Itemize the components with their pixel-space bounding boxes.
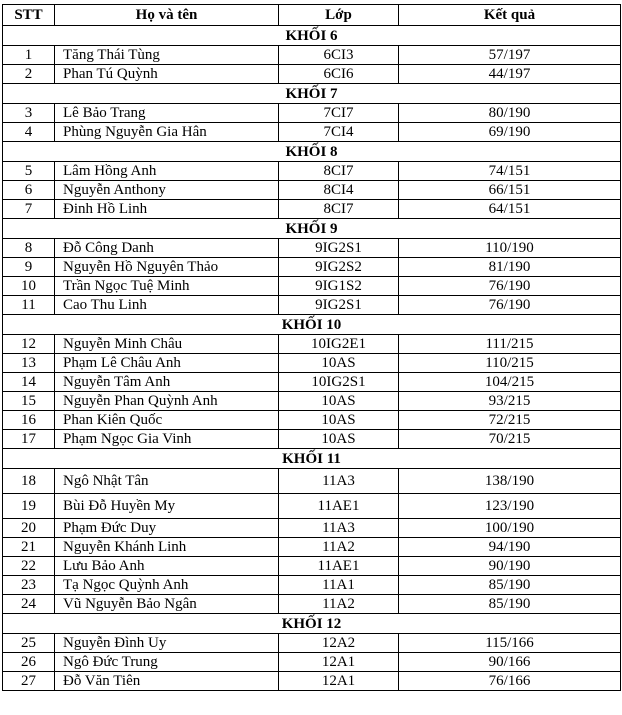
table-row xyxy=(3,392,621,411)
cell-ketqua: 104/215 xyxy=(399,373,621,392)
cell-stt: 18 xyxy=(3,469,55,494)
cell-lop: 10AS xyxy=(279,392,399,411)
table-body xyxy=(3,26,621,691)
cell-stt: 9 xyxy=(3,258,55,277)
table-row xyxy=(3,634,621,653)
cell-name: Nguyễn Hồ Nguyên Thảo xyxy=(55,258,279,277)
header-name: Họ và tên xyxy=(55,5,279,26)
cell-stt: 16 xyxy=(3,411,55,430)
cell-stt: 3 xyxy=(3,104,55,123)
header-row xyxy=(3,5,621,26)
cell-lop: 11A2 xyxy=(279,538,399,557)
group-row xyxy=(3,26,621,46)
cell-stt: 25 xyxy=(3,634,55,653)
cell-lop: 6CI6 xyxy=(279,65,399,84)
table-row xyxy=(3,104,621,123)
cell-stt: 2 xyxy=(3,65,55,84)
table-row xyxy=(3,46,621,65)
cell-ketqua: 44/197 xyxy=(399,65,621,84)
cell-ketqua: 76/166 xyxy=(399,672,621,691)
cell-lop: 10AS xyxy=(279,411,399,430)
cell-lop: 12A2 xyxy=(279,634,399,653)
cell-lop: 12A1 xyxy=(279,672,399,691)
cell-stt: 23 xyxy=(3,576,55,595)
cell-ketqua: 57/197 xyxy=(399,46,621,65)
group-label: KHỐI 12 xyxy=(3,614,621,634)
cell-name: Đinh Hồ Linh xyxy=(55,200,279,219)
table-row xyxy=(3,653,621,672)
group-row xyxy=(3,315,621,335)
cell-name: Lâm Hồng Anh xyxy=(55,162,279,181)
cell-name: Cao Thu Linh xyxy=(55,296,279,315)
cell-name: Bùi Đỗ Huyền My xyxy=(55,494,279,519)
cell-stt: 5 xyxy=(3,162,55,181)
table-row xyxy=(3,354,621,373)
group-row xyxy=(3,142,621,162)
cell-lop: 6CI3 xyxy=(279,46,399,65)
cell-ketqua: 90/190 xyxy=(399,557,621,576)
cell-name: Vũ Nguyễn Bảo Ngân xyxy=(55,595,279,614)
cell-ketqua: 110/190 xyxy=(399,239,621,258)
cell-lop: 11AE1 xyxy=(279,494,399,519)
header-ketqua: Kết quả xyxy=(399,5,621,26)
group-label: KHỐI 9 xyxy=(3,219,621,239)
cell-ketqua: 64/151 xyxy=(399,200,621,219)
table-row xyxy=(3,672,621,691)
table-row xyxy=(3,519,621,538)
cell-lop: 9IG1S2 xyxy=(279,277,399,296)
cell-name: Nguyễn Tâm Anh xyxy=(55,373,279,392)
cell-stt: 15 xyxy=(3,392,55,411)
cell-name: Phan Kiên Quốc xyxy=(55,411,279,430)
cell-stt: 26 xyxy=(3,653,55,672)
cell-ketqua: 80/190 xyxy=(399,104,621,123)
table-row xyxy=(3,296,621,315)
cell-ketqua: 72/215 xyxy=(399,411,621,430)
cell-name: Phùng Nguyễn Gia Hân xyxy=(55,123,279,142)
cell-lop: 10IG2E1 xyxy=(279,335,399,354)
table-row xyxy=(3,494,621,519)
cell-stt: 4 xyxy=(3,123,55,142)
cell-lop: 8CI7 xyxy=(279,162,399,181)
cell-ketqua: 111/215 xyxy=(399,335,621,354)
cell-lop: 10AS xyxy=(279,430,399,449)
cell-ketqua: 115/166 xyxy=(399,634,621,653)
group-row xyxy=(3,614,621,634)
table-row xyxy=(3,557,621,576)
cell-ketqua: 138/190 xyxy=(399,469,621,494)
cell-ketqua: 110/215 xyxy=(399,354,621,373)
cell-stt: 8 xyxy=(3,239,55,258)
table-row xyxy=(3,123,621,142)
cell-name: Lưu Bảo Anh xyxy=(55,557,279,576)
cell-lop: 11A3 xyxy=(279,469,399,494)
cell-stt: 12 xyxy=(3,335,55,354)
cell-name: Ngô Nhật Tân xyxy=(55,469,279,494)
table-row xyxy=(3,200,621,219)
cell-name: Tăng Thái Tùng xyxy=(55,46,279,65)
cell-ketqua: 76/190 xyxy=(399,277,621,296)
cell-stt: 10 xyxy=(3,277,55,296)
cell-name: Tạ Ngọc Quỳnh Anh xyxy=(55,576,279,595)
cell-ketqua: 100/190 xyxy=(399,519,621,538)
cell-lop: 7CI4 xyxy=(279,123,399,142)
cell-stt: 21 xyxy=(3,538,55,557)
cell-ketqua: 76/190 xyxy=(399,296,621,315)
results-table xyxy=(2,4,621,691)
cell-stt: 20 xyxy=(3,519,55,538)
cell-name: Ngô Đức Trung xyxy=(55,653,279,672)
table-row xyxy=(3,162,621,181)
cell-lop: 8CI4 xyxy=(279,181,399,200)
table-row xyxy=(3,538,621,557)
group-row xyxy=(3,219,621,239)
cell-name: Phạm Lê Châu Anh xyxy=(55,354,279,373)
cell-stt: 27 xyxy=(3,672,55,691)
cell-name: Nguyễn Minh Châu xyxy=(55,335,279,354)
group-label: KHỐI 7 xyxy=(3,84,621,104)
table-row xyxy=(3,576,621,595)
table-row xyxy=(3,335,621,354)
table-row xyxy=(3,258,621,277)
cell-name: Đỗ Văn Tiên xyxy=(55,672,279,691)
cell-stt: 11 xyxy=(3,296,55,315)
cell-stt: 14 xyxy=(3,373,55,392)
cell-ketqua: 66/151 xyxy=(399,181,621,200)
group-label: KHỐI 8 xyxy=(3,142,621,162)
cell-stt: 6 xyxy=(3,181,55,200)
cell-name: Nguyễn Đình Uy xyxy=(55,634,279,653)
cell-ketqua: 74/151 xyxy=(399,162,621,181)
cell-ketqua: 81/190 xyxy=(399,258,621,277)
cell-lop: 9IG2S1 xyxy=(279,239,399,258)
cell-name: Phan Tú Quỳnh xyxy=(55,65,279,84)
cell-lop: 9IG2S2 xyxy=(279,258,399,277)
cell-ketqua: 94/190 xyxy=(399,538,621,557)
cell-ketqua: 70/215 xyxy=(399,430,621,449)
cell-lop: 11A1 xyxy=(279,576,399,595)
cell-lop: 8CI7 xyxy=(279,200,399,219)
group-label: KHỐI 11 xyxy=(3,449,621,469)
cell-ketqua: 90/166 xyxy=(399,653,621,672)
cell-ketqua: 123/190 xyxy=(399,494,621,519)
group-row xyxy=(3,449,621,469)
cell-lop: 10IG2S1 xyxy=(279,373,399,392)
cell-name: Đỗ Công Danh xyxy=(55,239,279,258)
cell-name: Phạm Đức Duy xyxy=(55,519,279,538)
cell-stt: 19 xyxy=(3,494,55,519)
cell-lop: 12A1 xyxy=(279,653,399,672)
cell-stt: 1 xyxy=(3,46,55,65)
cell-lop: 11A2 xyxy=(279,595,399,614)
cell-name: Nguyễn Anthony xyxy=(55,181,279,200)
cell-lop: 9IG2S1 xyxy=(279,296,399,315)
cell-stt: 24 xyxy=(3,595,55,614)
cell-lop: 10AS xyxy=(279,354,399,373)
cell-name: Phạm Ngọc Gia Vinh xyxy=(55,430,279,449)
table-row xyxy=(3,595,621,614)
group-label: KHỐI 10 xyxy=(3,315,621,335)
group-row xyxy=(3,84,621,104)
cell-stt: 17 xyxy=(3,430,55,449)
table-row xyxy=(3,277,621,296)
header-stt: STT xyxy=(3,5,55,26)
header-lop: Lớp xyxy=(279,5,399,26)
cell-name: Nguyễn Khánh Linh xyxy=(55,538,279,557)
cell-name: Nguyễn Phan Quỳnh Anh xyxy=(55,392,279,411)
cell-ketqua: 93/215 xyxy=(399,392,621,411)
cell-lop: 7CI7 xyxy=(279,104,399,123)
table-row xyxy=(3,65,621,84)
cell-ketqua: 85/190 xyxy=(399,576,621,595)
cell-ketqua: 69/190 xyxy=(399,123,621,142)
cell-lop: 11A3 xyxy=(279,519,399,538)
group-label: KHỐI 6 xyxy=(3,26,621,46)
table-row xyxy=(3,373,621,392)
cell-stt: 13 xyxy=(3,354,55,373)
table-row xyxy=(3,181,621,200)
cell-lop: 11AE1 xyxy=(279,557,399,576)
cell-name: Trần Ngọc Tuệ Minh xyxy=(55,277,279,296)
cell-ketqua: 85/190 xyxy=(399,595,621,614)
cell-name: Lê Bảo Trang xyxy=(55,104,279,123)
table-row xyxy=(3,239,621,258)
cell-stt: 7 xyxy=(3,200,55,219)
table-row xyxy=(3,469,621,494)
cell-stt: 22 xyxy=(3,557,55,576)
table-row xyxy=(3,430,621,449)
table-row xyxy=(3,411,621,430)
